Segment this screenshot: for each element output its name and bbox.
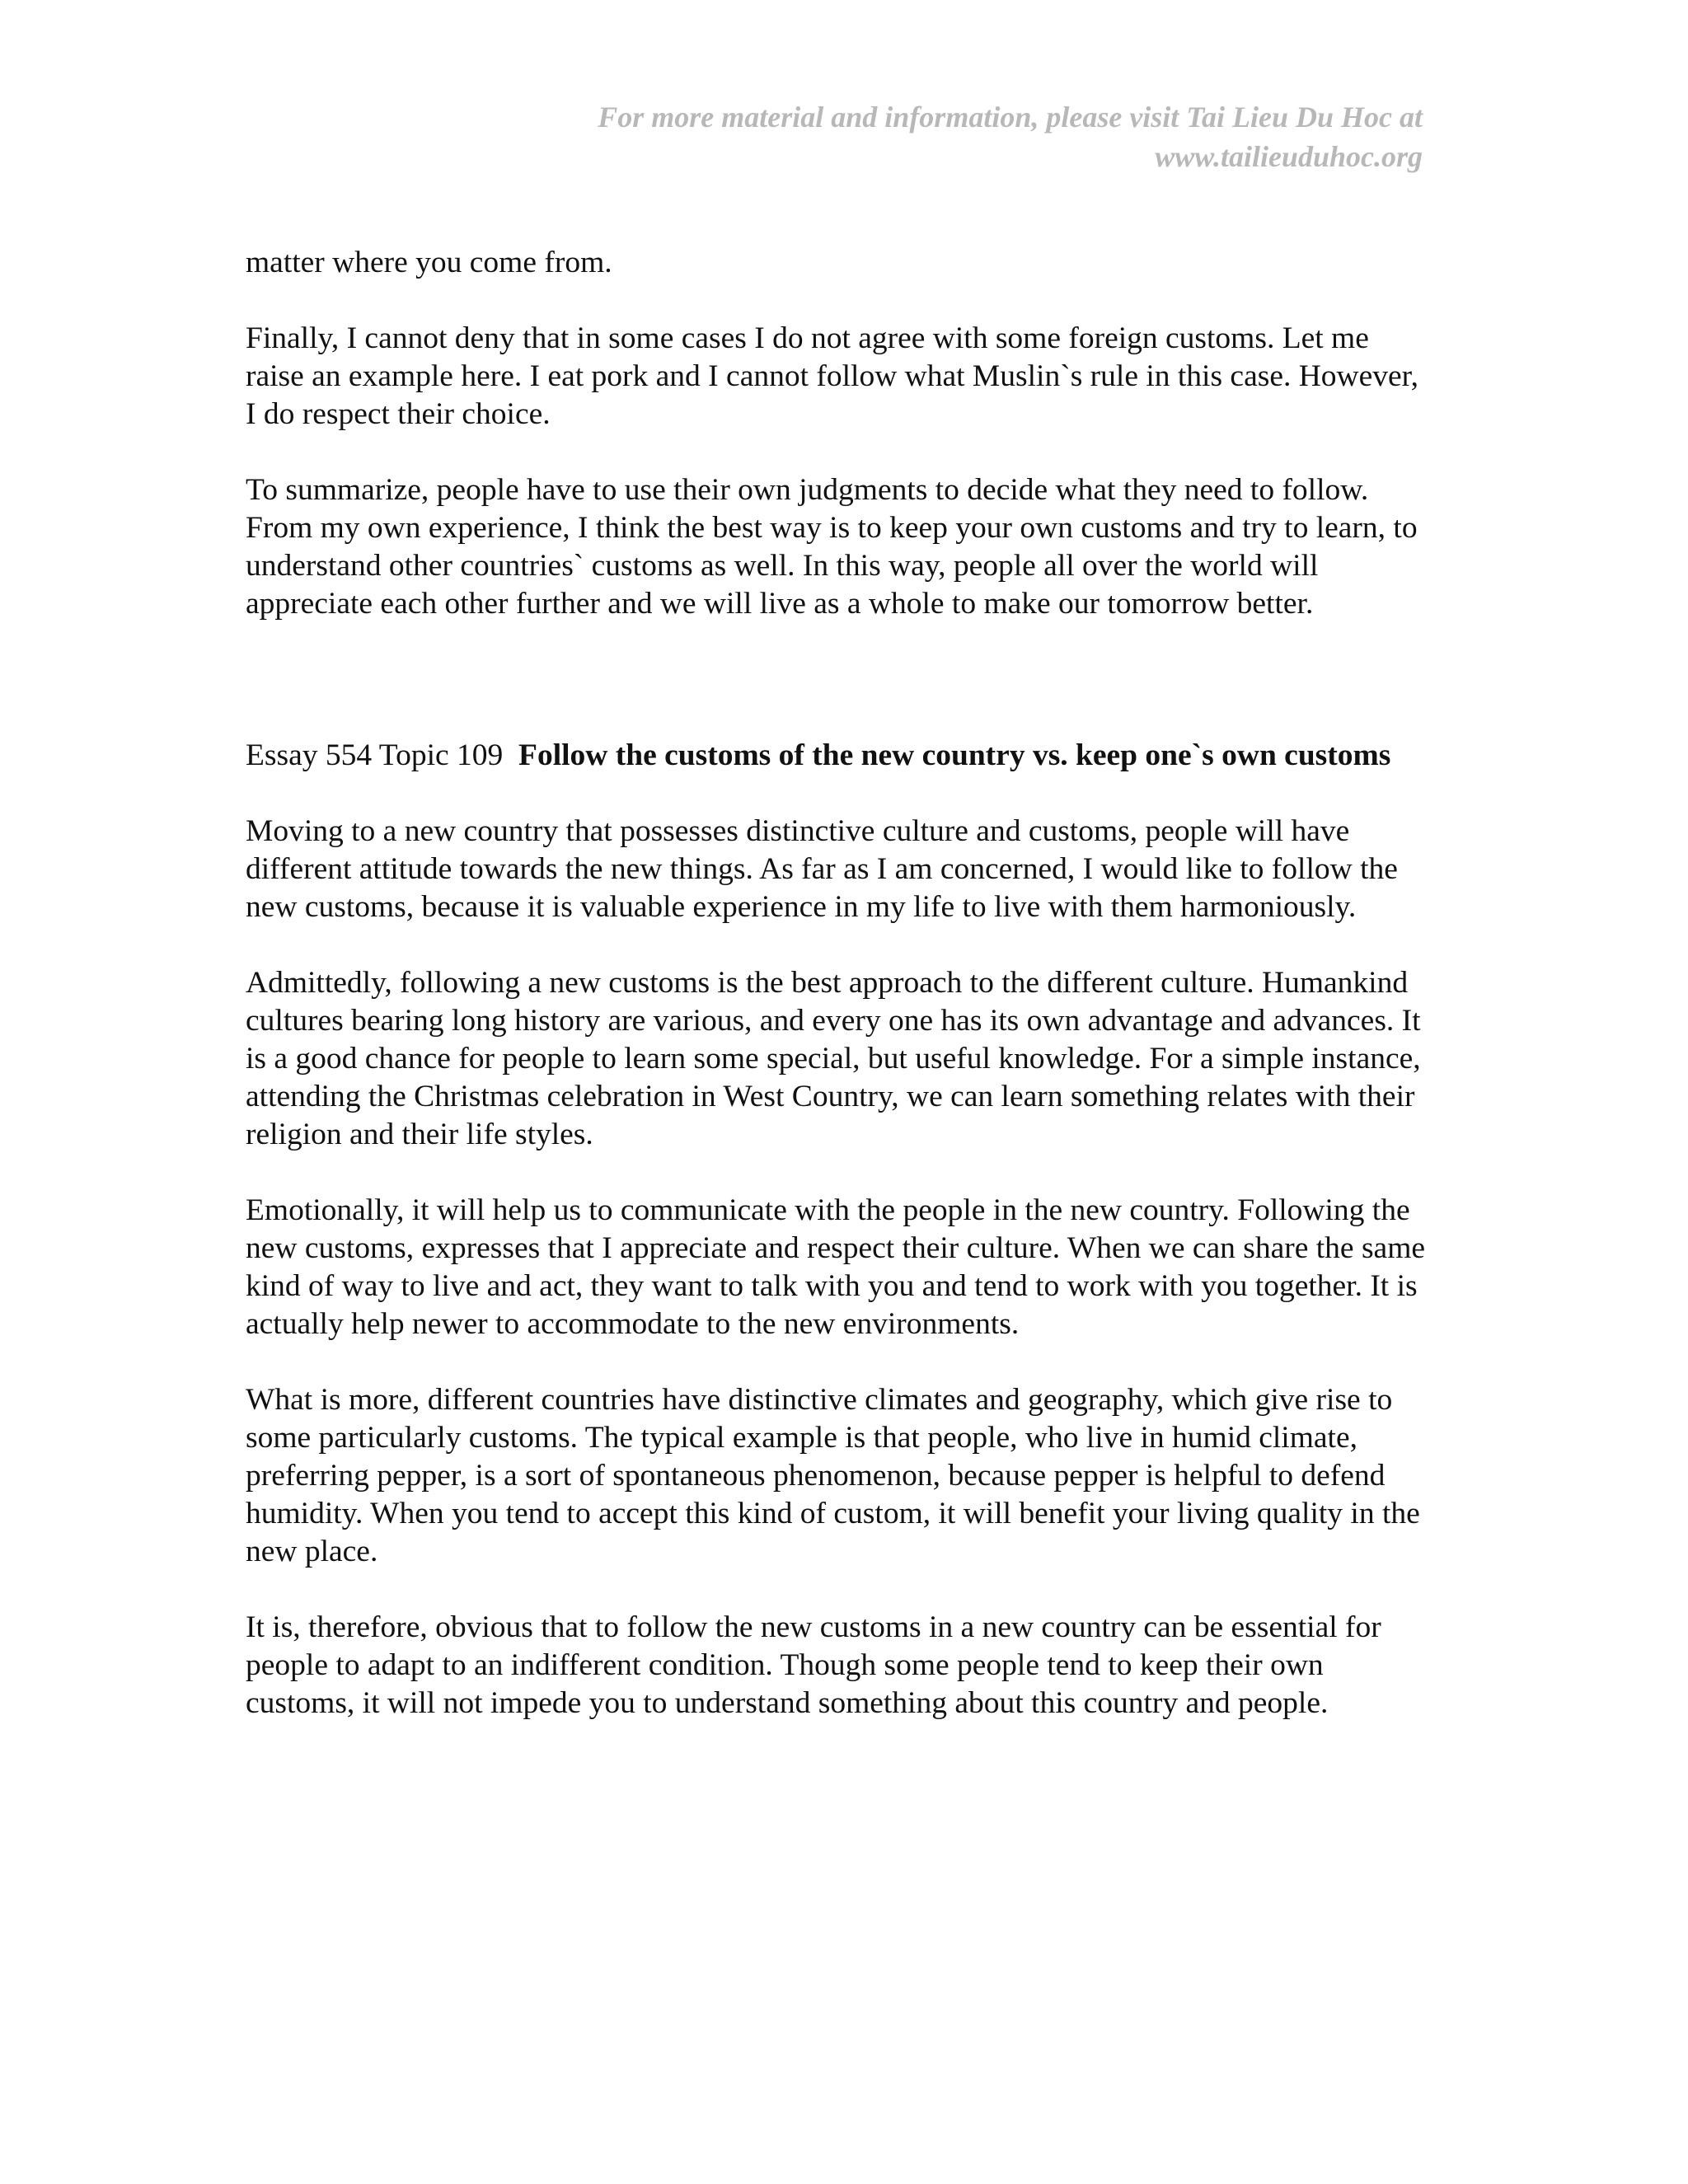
essay-heading <box>246 737 1432 775</box>
watermark-line-1: For more material and information, please visit Tai Lieu Du Hoc at <box>598 101 1423 134</box>
essay-paragraph: Emotionally, it will help us to communicate with the people in the new country. Following the new customs, expresses that I appreciate and respect their culture. When we can share the same kind of way to live and act, they want to talk with you and tend to work with you together. It is actually help newer to accommodate to the new environments. <box>246 1193 1426 1341</box>
paragraph-finally: Finally, I cannot deny that in some cases I do not agree with some foreign customs. Let me raise an example here. I eat pork and I cannot follow what Muslin`s rule in this case. However, I do respect their choice. <box>246 321 1419 431</box>
essay-title: Follow the customs of the new country vs. keep one`s own customs <box>518 738 1391 772</box>
paragraph-summarize: To summarize, people have to use their own judgments to decide what they need to follow. From my own experience, I think the best way is to keep your own customs and try to learn, to understand other countries` customs as well. In this way, people all over the world will appreciate each other further and we will live as a whole to make our tomorrow better. <box>246 473 1418 621</box>
watermark-header <box>351 97 1423 176</box>
essay-paragraph: It is, therefore, obvious that to follow the new customs in a new country can be essential for people to adapt to an indifferent condition. Though some people tend to keep their own customs, it will not impede you to understand something about this country and people. <box>246 1610 1381 1720</box>
essay-label: Essay 554 Topic 109 <box>246 738 504 772</box>
essay-paragraph: Admittedly, following a new customs is the best approach to the different culture. Humankind cultures bearing long history are various, and every one has its own advantage and advances. It is a good chance for people to learn some special, but useful knowledge. For a simple instance, attending the Christmas celebration in West Country, we can learn something relates with their religion and their life styles. <box>246 966 1421 1151</box>
essay-paragraph: Moving to a new country that possesses distinctive culture and customs, people will have different attitude towards the new things. As far as I am concerned, I would like to follow the new customs, because it is valuable experience in my life to live with them harmoniously. <box>246 814 1398 924</box>
watermark-url: www.tailieuduhoc.org <box>1155 140 1423 173</box>
continuation-text: matter where you come from. <box>246 246 612 279</box>
page-content <box>246 244 1432 1760</box>
essay-paragraph: What is more, different countries have distinctive climates and geography, which give rise to some particularly customs. The typical example is that people, who live in humid climate, preferring pepper, is a sort of spontaneous phenomenon, because pepper is helpful to defend humidity. When you tend to accept this kind of custom, it will benefit your living quality in the new place. <box>246 1383 1420 1568</box>
